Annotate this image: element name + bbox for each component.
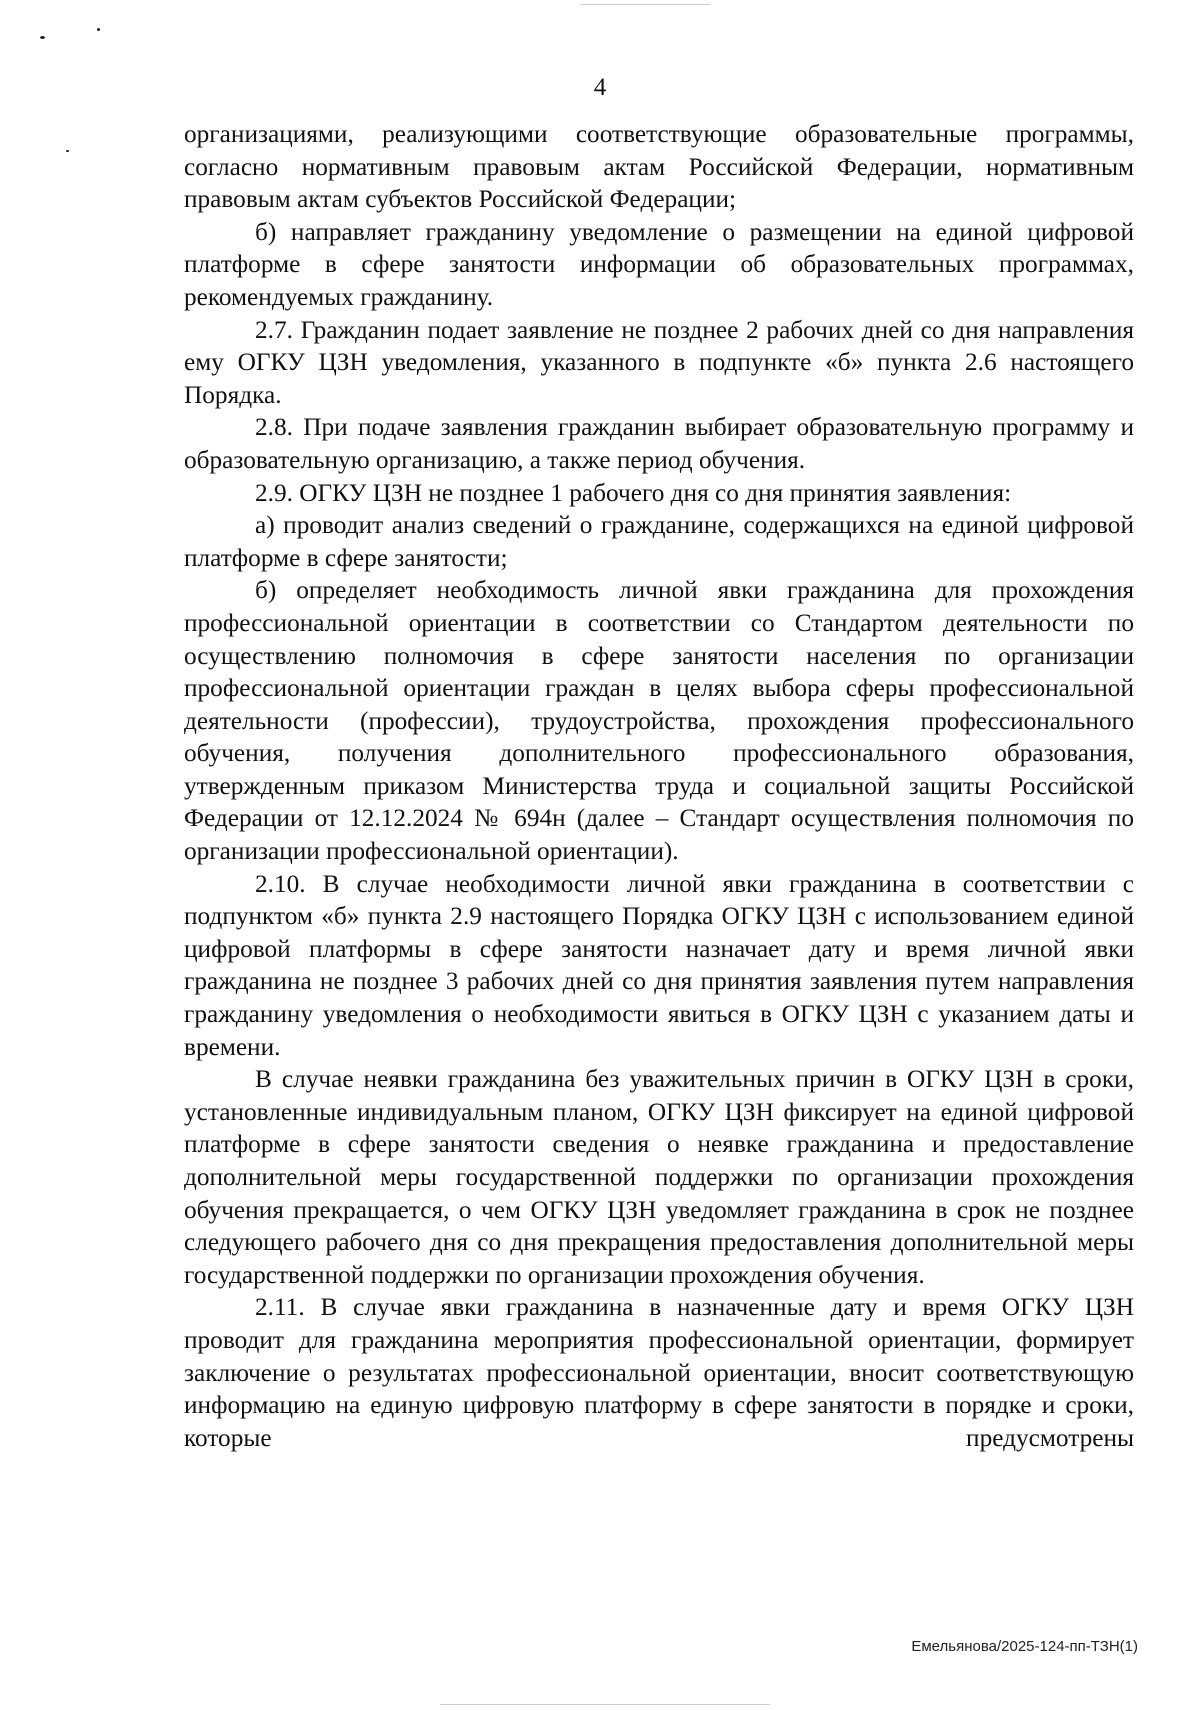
- footer-document-reference: Емельянова/2025-124-пп-ТЗН(1): [911, 1638, 1138, 1655]
- paragraph: 2.7. Гражданин подает заявление не позднее 2 рабочих дней со дня направления ему ОГКУ ЦЗН уведомления, указанного в подпункте «б» пункта 2.6 настоящего Порядка.: [184, 315, 1134, 409]
- paragraph: а) проводит анализ сведений о гражданине, содержащихся на единой цифровой платформе в сфере занятости;: [184, 511, 1134, 572]
- paragraph: В случае неявки гражданина без уважительных причин в ОГКУ ЦЗН в сроки, установленные индивидуальным планом, ОГКУ ЦЗН фиксирует на единой цифровой платформе в сфере занятости сведения о неявке гражданина и предоставление дополнительной меры государственной поддержки по организации прохождения обучения прекращается, о чем ОГКУ ЦЗН уведомляет гражданина в срок не позднее следующего рабочего дня со дня прекращения предоставления дополнительной меры государственной поддержки по организации прохождения обучения.: [184, 1065, 1134, 1289]
- paragraph: 2.8. При подаче заявления гражданин выбирает образовательную программу и образовательную организацию, а также период обучения.: [184, 413, 1134, 474]
- paragraph: 2.9. ОГКУ ЦЗН не позднее 1 рабочего дня со дня принятия заявления:: [255, 478, 1012, 507]
- scan-edge-line: [440, 1704, 770, 1705]
- paragraph: б) направляет гражданину уведомление о размещении на единой цифровой платформе в сфере занятости информации об образовательных программах, рекомендуемых гражданину.: [184, 217, 1134, 311]
- paragraph: организациями, реализующими соответствующие образовательные программы, согласно нормативным правовым актам Российской Федерации, нормативным правовым актам субъектов Российской Федерации;: [184, 120, 1134, 214]
- scan-speck: [40, 36, 45, 39]
- document-body: [184, 118, 1134, 1454]
- scan-edge-line: [580, 4, 710, 5]
- scan-speck: [66, 150, 69, 152]
- paragraph: 2.11. В случае явки гражданина в назначенные дату и время ОГКУ ЦЗН проводит для гражданина мероприятия профессиональной ориентации, формирует заключение о результатах профессиональной ориентации, вносит соответствующую информацию на единую цифровую платформу в сфере занятости в порядке и сроки, которые предусмотрены: [184, 1293, 1134, 1452]
- scan-speck: [97, 28, 100, 31]
- paragraph: 2.10. В случае необходимости личной явки гражданина в соответствии с подпунктом «б» пункта 2.9 настоящего Порядка ОГКУ ЦЗН с использованием единой цифровой платформы в сфере занятости назначает дату и время личной явки гражданина не позднее 3 рабочих дней со дня принятия заявления путем направления гражданину уведомления о необходимости явиться в ОГКУ ЦЗН с указанием даты и времени.: [184, 869, 1134, 1061]
- page-number: 4: [593, 74, 607, 101]
- paragraph: б) определяет необходимость личной явки гражданина для прохождения профессиональной ориентации в соответствии со Стандартом деятельности по осуществлению полномочия в сфере занятости населения по организации профессиональной ориентации граждан в целях выбора сферы профессиональной деятельности (профессии), трудоустройства, прохождения профессионального обучения, получения дополнительного профессионального образования, утвержденным приказом Министерства труда и социальной защиты Российской Федерации от 12.12.2024 № 694н (далее – Стандарт осуществления полномочия по организации профессиональной ориентации).: [184, 576, 1134, 866]
